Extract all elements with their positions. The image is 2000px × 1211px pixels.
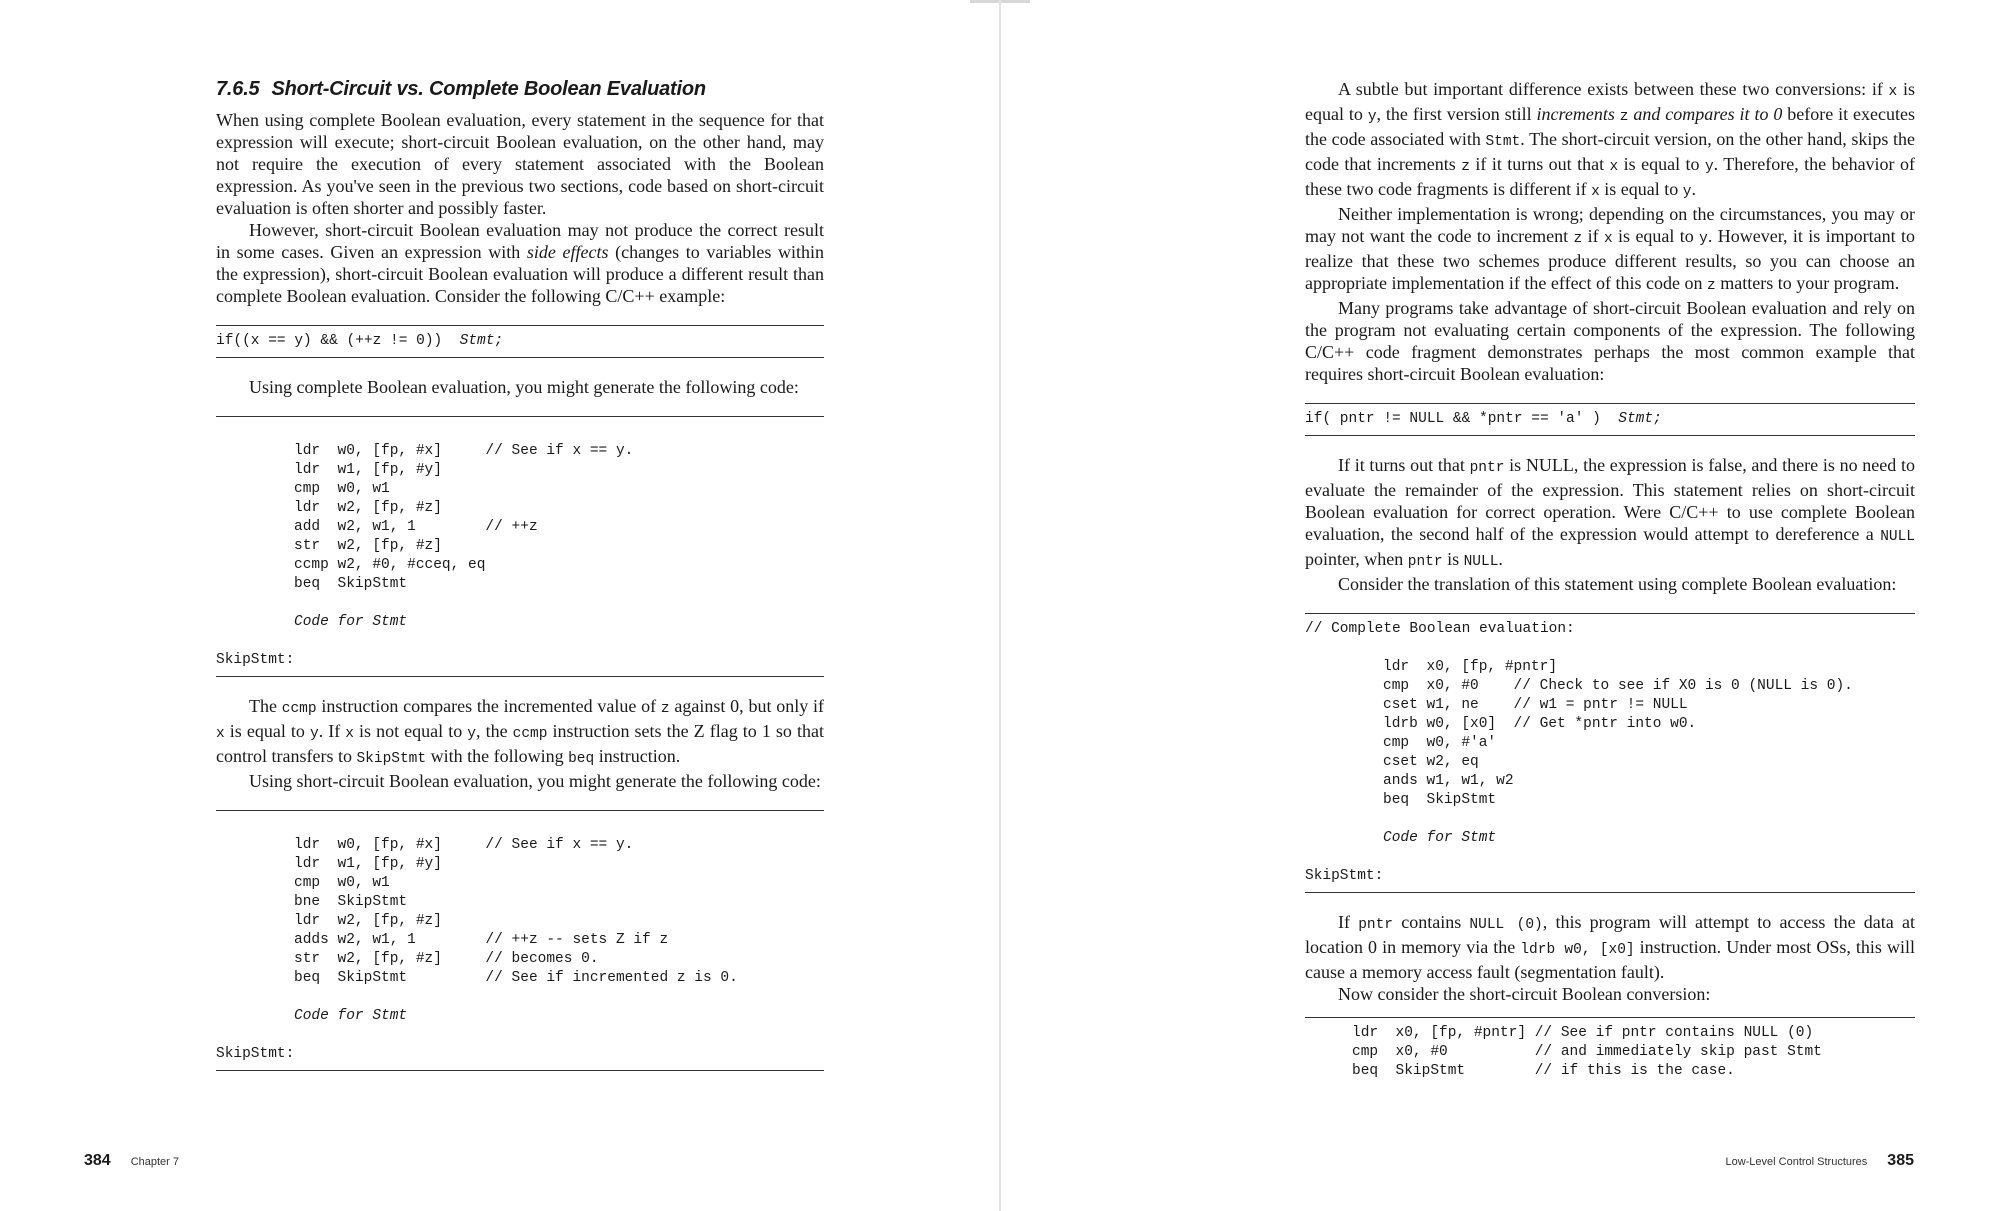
code-line: cset w2, eq (1383, 754, 1479, 770)
code-line: str w2, [fp, #z] (294, 538, 442, 554)
paragraph: When using complete Boolean evaluation, every statement in the sequence for that expression will execute; short-circuit Boolean evaluation, on the other hand, may not require the execution of every statement associated with the Boolean expression. As you've seen in the previous two sections, code based on short-circuit evaluation is often shorter and possibly faster. (216, 110, 824, 218)
paragraph: Using short-circuit Boolean evaluation, you might generate the following code: (249, 771, 821, 791)
code-line: ldr w0, [fp, #x] // See if x == y. (294, 443, 634, 459)
inline-code: z (1573, 231, 1583, 247)
inline-code: NULL (1880, 529, 1915, 545)
code-blank-line (216, 1026, 824, 1045)
code-placeholder: Code for Stmt (294, 1008, 408, 1024)
text-run: (changes to variables within the expression), short-circuit Boolean evaluation will produce a different result than complete Boolean evaluation. Consider the following C/C++ example: (216, 242, 824, 306)
inline-code: ldrb w0, [x0] (1520, 942, 1635, 958)
code-line: adds w2, w1, 1 // ++z -- sets Z if z (294, 932, 669, 948)
code-text: if((x == y) && (++z != 0)) (216, 333, 460, 349)
code-block (216, 325, 824, 358)
paragraph: If pntr contains NULL (0), this program will attempt to access the data at location 0 in memory via the ldrb w0, [x0] instruction. Under most OSs, this will cause a memory access fault (segmentation fault). (1305, 912, 1915, 982)
code-line: cmp w0, w1 (294, 481, 390, 497)
inline-code: x (1591, 184, 1600, 200)
inline-code: y (309, 726, 319, 742)
page-number: 385 (1887, 1152, 1914, 1169)
page-footer (84, 1152, 179, 1170)
code-line: ldr w2, [fp, #z] (294, 500, 442, 516)
inline-code: ccmp (281, 701, 317, 717)
code-comment: // Complete Boolean evaluation: (1305, 621, 1575, 637)
code-line (1305, 829, 1915, 848)
inline-code: ccmp (512, 726, 548, 742)
spread-gutter (999, 0, 1001, 1211)
page-number: 384 (84, 1152, 111, 1169)
inline-code: y (1682, 184, 1692, 200)
code-blank-line (1305, 639, 1915, 658)
inline-code: pntr (1358, 917, 1394, 933)
inline-code: pntr (1469, 460, 1505, 476)
code-line: beq SkipStmt (1383, 792, 1497, 808)
inline-code: z (660, 701, 670, 717)
running-footer-chapter: Chapter 7 (130, 1156, 180, 1168)
code-line: beq SkipStmt (294, 576, 408, 592)
inline-code: SkipStmt (356, 751, 427, 767)
code-line: ldr x0, [fp, #pntr] // See if pntr contains NULL (0) (1352, 1025, 1814, 1041)
paragraph (216, 219, 824, 307)
inline-code: y (1367, 109, 1377, 125)
code-placeholder: Code for Stmt (294, 614, 408, 630)
inline-code: x (1888, 84, 1898, 100)
code-placeholder: Code for Stmt (1383, 830, 1497, 846)
section-heading (216, 78, 824, 101)
code-block (216, 416, 824, 677)
code-line: ands w1, w1, w2 (1383, 773, 1514, 789)
code-blank-line (1305, 810, 1915, 829)
code-line: cmp x0, #0 // Check to see if X0 is 0 (NULL is 0). (1383, 678, 1853, 694)
inline-code: x (216, 726, 225, 742)
code-line: beq SkipStmt // See if incremented z is 0. (294, 970, 738, 986)
right-column (1305, 78, 1915, 1087)
code-blank-line (216, 817, 824, 836)
code-block (1305, 613, 1915, 893)
code-block (1305, 403, 1915, 436)
code-label: SkipStmt: (216, 652, 295, 668)
emphasis: and compares it to 0 (1628, 104, 1783, 124)
paragraph: The ccmp instruction compares the incremented value of z against 0, but only if x is equal to y. If x is not equal to y, the ccmp instruction sets the Z flag to 1 so that control transfers to SkipStmt with the following beq instruction. (216, 696, 825, 767)
inline-code: y (1704, 159, 1714, 175)
code-label: SkipStmt: (216, 1046, 295, 1062)
code-blank-line (216, 988, 824, 1007)
paragraph: Consider the translation of this statement using complete Boolean evaluation: (1338, 574, 1897, 594)
running-footer-chapter: Low-Level Control Structures (1725, 1156, 1868, 1168)
code-line: ccmp w2, #0, #cceq, eq (294, 557, 486, 573)
code-blank-line (1305, 848, 1915, 867)
paragraph: Using complete Boolean evaluation, you might generate the following code: (249, 377, 799, 397)
code-line: ldr w1, [fp, #y] (294, 856, 442, 872)
text-run: However, short-circuit Boolean evaluation may not produce the correct result in some cases. Given an expression with (216, 220, 824, 262)
paragraph: Many programs take advantage of short-circuit Boolean evaluation and rely on the program not evaluating certain components of the expression. The following C/C++ code fragment demonstrates perhaps the most common example that requires short-circuit Boolean evaluation: (1305, 298, 1915, 384)
inline-code: pntr (1407, 554, 1443, 570)
code-line: ldr w1, [fp, #y] (294, 462, 442, 478)
left-column (216, 78, 824, 1071)
code-line: ldrb w0, [x0] // Get *pntr into w0. (1383, 716, 1697, 732)
code-line: beq SkipStmt // if this is the case. (1352, 1063, 1735, 1079)
section-number: 7.6.5 (216, 78, 260, 100)
code-line (216, 1007, 824, 1026)
inline-code: z (1461, 159, 1470, 175)
code-line: add w2, w1, 1 // ++z (294, 519, 538, 535)
code-line: cmp x0, #0 // and immediately skip past Stmt (1352, 1044, 1822, 1060)
inline-code: z (1619, 109, 1629, 125)
code-line (216, 613, 824, 632)
emphasis: side effects (526, 242, 609, 262)
code-line (216, 332, 824, 351)
inline-code: beq (568, 751, 595, 767)
code-blank-line (216, 632, 824, 651)
code-line: str w2, [fp, #z] // becomes 0. (294, 951, 599, 967)
inline-code: x (1603, 231, 1613, 247)
code-line: cmp w0, w1 (294, 875, 390, 891)
code-line: ldr w2, [fp, #z] (294, 913, 442, 929)
paragraph: Neither implementation is wrong; depending on the circumstances, you may or may not want the code to increment z if x is equal to y. However, it is important to realize that these two schemes produce different results, so you can choose an appropriate implementation if the effect of this code on z matters to your program. (1305, 204, 1915, 294)
code-block (1305, 1017, 1915, 1087)
inline-code: x (345, 726, 354, 742)
code-line: bne SkipStmt (294, 894, 408, 910)
emphasis: increments (1536, 104, 1620, 124)
inline-code: Stmt (1485, 134, 1521, 150)
inline-code: y (467, 726, 476, 742)
paragraph: If it turns out that pntr is NULL, the expression is false, and there is no need to evaluate the remainder of the expression. This statement relies on short-circuit Boolean evaluation for correct operation. Were C/C++ to use complete Boolean evaluation, the second half of the expression would attempt to dereference a NULL pointer, when pntr is NULL. (1305, 455, 1916, 570)
code-block (216, 810, 824, 1071)
code-label: SkipStmt: (1305, 868, 1384, 884)
paragraph: Now consider the short-circuit Boolean conversion: (1338, 984, 1711, 1004)
page-footer (1725, 1152, 1914, 1170)
code-blank-line (216, 594, 824, 613)
code-line: cmp w0, #'a' (1383, 735, 1497, 751)
inline-code: z (1707, 278, 1716, 294)
code-line: ldr x0, [fp, #pntr] (1383, 659, 1558, 675)
code-placeholder: Stmt; (1618, 411, 1662, 427)
code-line (1305, 410, 1915, 429)
section-title: Short-Circuit vs. Complete Boolean Evaluation (271, 78, 706, 100)
code-blank-line (216, 423, 824, 442)
inline-code: NULL (1463, 554, 1499, 570)
inline-code: x (1609, 159, 1619, 175)
right-page (1002, 0, 2000, 1211)
code-placeholder: Stmt; (459, 333, 504, 349)
left-page (0, 0, 998, 1211)
inline-code: NULL (0) (1469, 917, 1543, 933)
code-line: ldr w0, [fp, #x] // See if x == y. (294, 837, 634, 853)
paragraph: A subtle but important difference exists between these two conversions: if x is equal to y, the first version still increments z and compares it to 0 before it executes the code associated with Stmt. The short-circuit version, on the other hand, skips the code that increments z if it turns out that x is equal to y. Therefore, the behavior of these two code fragments is different if x is equal to y. (1305, 79, 1916, 200)
code-line: cset w1, ne // w1 = pntr != NULL (1383, 697, 1688, 713)
code-text: if( pntr != NULL && *pntr == 'a' ) (1305, 411, 1619, 427)
inline-code: y (1699, 231, 1708, 247)
